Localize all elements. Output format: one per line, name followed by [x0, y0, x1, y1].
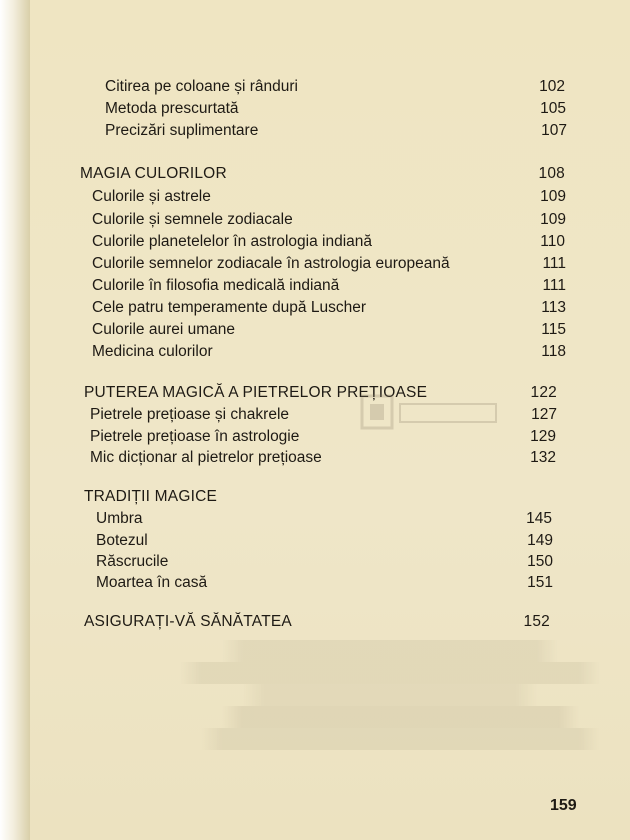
toc-entry-page: 118: [541, 343, 566, 360]
book-page: [30, 0, 630, 840]
toc-entry[interactable]: [30, 426, 630, 448]
section-page: 108: [538, 165, 565, 182]
toc-entry-label: Culorile semnelor zodiacale în astrologia europeană: [92, 255, 450, 272]
toc-entry[interactable]: [30, 186, 630, 208]
toc-entry-page: 107: [541, 122, 567, 139]
toc-entry[interactable]: [30, 341, 630, 363]
toc-entry-page: 127: [531, 406, 557, 423]
toc-entry[interactable]: [30, 404, 630, 426]
toc-entry-label: Pietrele prețioase în astrologie: [90, 428, 300, 445]
toc-entry-page: 110: [540, 233, 565, 250]
toc-entry[interactable]: [30, 76, 630, 98]
section-title: MAGIA CULORILOR: [80, 165, 227, 182]
toc-entry-page: 113: [541, 299, 566, 316]
toc-entry-label: Mic dicționar al pietrelor prețioase: [90, 449, 322, 466]
toc-entry-page: 149: [527, 532, 553, 549]
toc-entry-label: Moartea în casă: [96, 574, 208, 591]
toc-entry-page: 151: [527, 574, 553, 591]
toc-entry-label: Culorile și astrele: [92, 188, 211, 205]
toc-entry-label: Botezul: [96, 532, 148, 549]
toc-entry[interactable]: [30, 120, 630, 142]
toc-entry-page: 111: [542, 255, 566, 272]
toc-section-heading[interactable]: [30, 486, 630, 508]
toc-entry-label: Umbra: [96, 510, 143, 527]
toc-entry-page: 105: [540, 100, 566, 117]
toc-entry-page: 150: [527, 553, 553, 570]
toc-entry-page: 109: [540, 211, 566, 228]
toc-entry[interactable]: [30, 447, 630, 469]
toc-entry[interactable]: [30, 98, 630, 120]
toc-entry-label: Răscrucile: [96, 553, 169, 570]
toc-entry-page: 111: [542, 277, 566, 294]
toc-entry-page: 129: [530, 428, 556, 445]
toc-entry-label: Metoda prescurtată: [105, 100, 239, 117]
toc-entry[interactable]: [30, 508, 630, 530]
toc-entry-page: 102: [539, 78, 565, 95]
publisher-logo-icon: [360, 390, 500, 434]
toc-section-heading[interactable]: [30, 163, 630, 185]
book-spine-edge: [0, 0, 30, 840]
toc-entry-label: Culorile și semnele zodiacale: [92, 211, 293, 228]
section-title: PUTEREA MAGICĂ A PIETRELOR PREȚIOASE: [84, 384, 428, 401]
toc-entry[interactable]: [30, 253, 630, 275]
toc-entry[interactable]: [30, 530, 630, 552]
toc-entry-label: Pietrele prețioase și chakrele: [90, 406, 290, 423]
toc-entry-page: 115: [541, 321, 566, 338]
toc-entry-label: Culorile în filosofia medicală indiană: [92, 277, 340, 294]
toc-entry-label: Cele patru temperamente după Luscher: [92, 299, 366, 316]
toc-entry-label: Precizări suplimentare: [105, 122, 259, 139]
toc-entry-label: Citirea pe coloane și rânduri: [105, 78, 298, 95]
toc-entry[interactable]: [30, 572, 630, 594]
toc-section-heading[interactable]: [30, 382, 630, 404]
section-title: TRADIȚII MAGICE: [84, 488, 218, 505]
toc-entry-label: Medicina culorilor: [92, 343, 213, 360]
section-title: ASIGURAȚI-VĂ SĂNĂTATEA: [84, 613, 292, 630]
toc-entry[interactable]: [30, 231, 630, 253]
toc-entry-label: Culorile aurei umane: [92, 321, 236, 338]
toc-entry-label: Culorile planetelelor în astrologia indiană: [92, 233, 373, 250]
page-number: 159: [550, 797, 577, 814]
toc-entry-page: 145: [526, 510, 552, 527]
toc-entry-page: 132: [530, 449, 556, 466]
toc-entry[interactable]: [30, 209, 630, 231]
toc-entry[interactable]: [30, 551, 630, 573]
toc-section-heading[interactable]: [30, 611, 630, 633]
toc-entry[interactable]: [30, 297, 630, 319]
bleed-through-text: [180, 640, 600, 750]
toc-entry[interactable]: [30, 319, 630, 341]
section-page: 122: [530, 384, 557, 401]
section-page: 152: [523, 613, 550, 630]
toc-entry-page: 109: [540, 188, 566, 205]
toc-entry[interactable]: [30, 275, 630, 297]
